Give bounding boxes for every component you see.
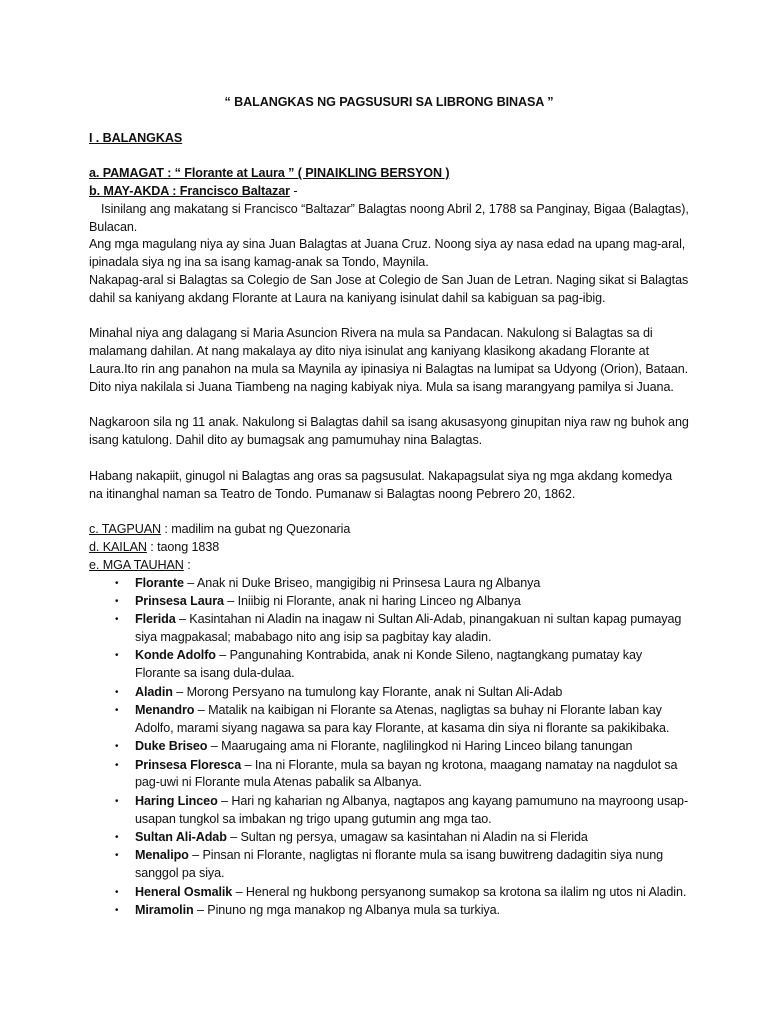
tagpuan-line — [89, 521, 689, 539]
bullet-icon: • — [115, 904, 119, 916]
may-akda-paragraph-6: Habang nakapiit, ginugol ni Balagtas ang oras sa pagsusulat. Nakapagsulat siya ng mga akdang komedya na itinanghal naman sa Teatro de Tondo. Pumanaw si Balagtas noong Pebrero 20, 1862. — [89, 468, 672, 501]
character-list — [89, 575, 689, 920]
may-akda-paragraph-1: Isinilang ang makatang si Francisco “Baltazar” Balagtas noong Abril 2, 1788 sa Panginay, Bigaa (Balagtas), Bulacan. — [89, 201, 689, 234]
character-name: Florante — [135, 575, 184, 590]
kailan-label: d. KAILAN — [89, 539, 147, 554]
character-name: Heneral Osmalik — [135, 884, 233, 899]
character-desc: – Pinsan ni Florante, nagligtas ni florante mula sa isang buwitreng dadagitin siya nung sanggol pa siya. — [135, 848, 664, 881]
bullet-icon: • — [115, 850, 119, 862]
tauhan-suffix: : — [183, 557, 191, 572]
may-akda-paragraph-3: Nakapag-aral si Balagtas sa Colegio de San Jose at Colegio de San Juan de Letran. Naging sikat si Balagtas dahil sa kaniyang akdang Florante at Laura na kaniyang isinulat dahil sa kabiguan sa pag-ibig. — [89, 272, 689, 305]
bullet-icon: • — [115, 686, 119, 698]
character-item — [89, 611, 689, 647]
character-item — [89, 684, 689, 702]
tauhan-label: e. MGA TAUHAN — [89, 557, 184, 572]
character-desc: – Sultan ng persya, umagaw sa kasintahan ni Aladin na si Flerida — [226, 830, 588, 845]
character-name: Haring Linceo — [135, 793, 218, 808]
bullet-icon: • — [115, 759, 119, 771]
bullet-icon: • — [115, 614, 119, 626]
character-item — [89, 575, 689, 593]
character-desc: – Maarugaing ama ni Florante, naglilingkod ni Haring Linceo bilang tanungan — [207, 739, 633, 754]
character-item — [89, 847, 689, 883]
character-desc: – Iniibig ni Florante, anak ni haring Linceo ng Albanya — [223, 593, 521, 608]
character-name: Konde Adolfo — [135, 648, 216, 663]
character-item — [89, 829, 689, 847]
bullet-icon: • — [115, 705, 119, 717]
bullet-icon: • — [115, 650, 119, 662]
bullet-icon: • — [115, 886, 119, 898]
character-name: Prinsesa Laura — [135, 593, 224, 608]
character-item — [89, 647, 689, 683]
tauhan-line — [89, 557, 689, 575]
may-akda-label: b. MAY-AKDA : Francisco Baltazar — [89, 183, 290, 198]
character-item — [89, 902, 689, 920]
character-name: Aladin — [135, 684, 173, 699]
tagpuan-value: : madilim na gubat ng Quezonaria — [161, 522, 351, 537]
character-item — [89, 738, 689, 756]
bullet-icon: • — [115, 741, 119, 753]
bullet-icon: • — [115, 577, 119, 589]
character-desc: – Hari ng kaharian ng Albanya, nagtapos ang kayang pamumuno na mayroong usap-usapan tungkol sa imbakan ng trigo upang gutumin ang mga tao. — [135, 793, 689, 826]
character-desc: – Morong Persyano na tumulong kay Florante, anak ni Sultan Ali-Adab — [172, 684, 563, 699]
pamagat-label: a. PAMAGAT : “ Florante at Laura ” ( PINAIKLING BERSYON ) — [89, 166, 450, 181]
character-name: Duke Briseo — [135, 739, 208, 754]
may-akda-paragraph-4: Minahal niya ang dalagang si Maria Asuncion Rivera na mula sa Pandacan. Nakulong si Balagtas sa di malamang dahilan. At nang makalaya ay dito niya isinulat ang kaniyang klasikong akadang Florante at Laura.Ito rin ang panahon na mula sa Maynila ay ipinasiya ni Balagtas na lumipat sa Udyong (Orion), Bataan. Dito niya nakilala si Juana Tiambeng na naging kabiyak niya. Mula sa isang marangyang pamilya si Juana. — [89, 326, 689, 394]
character-item — [89, 593, 689, 611]
character-item — [89, 757, 689, 793]
character-name: Sultan Ali-Adab — [135, 830, 227, 845]
character-name: Menandro — [135, 703, 195, 718]
document-title: “ BALANGKAS NG PAGSUSURI SA LIBRONG BINASA ” — [224, 95, 554, 109]
character-name: Flerida — [135, 612, 176, 627]
character-desc: – Matalik na kaibigan ni Florante sa Atenas, nagligtas sa buhay ni Florante laban kay Adolfo, marami siyang nagawa sa para kay Florante, at kasama din siya ni florante sa pakikibaka. — [135, 703, 670, 735]
may-akda-paragraph-5: Nagkaroon sila ng 11 anak. Nakulong si Balagtas dahil sa isang akusasyong ginupitan niya raw ng buhok ang isang katulong. Dahil dito ay bumagsak ang pamumuhay nina Balagtas. — [89, 415, 689, 448]
character-desc: – Kasintahan ni Aladin na inagaw ni Sultan Ali-Adab, pinangakuan ni sultan kapag pumayag siya magpakasal; mababago nito ang isip sa pagbitay kay aladin. — [135, 612, 682, 645]
section-heading: I . BALANGKAS — [89, 130, 183, 145]
character-item — [89, 793, 689, 829]
may-akda-line — [89, 183, 689, 201]
bullet-icon: • — [115, 832, 119, 844]
character-desc: – Pangunahing Kontrabida, anak ni Konde Sileno, nagtangkang pumatay kay Florante sa isang dula-dulaa. — [135, 648, 643, 681]
character-name: Miramolin — [135, 902, 194, 917]
character-name: Prinsesa Floresca — [135, 757, 242, 772]
tagpuan-label: c. TAGPUAN — [89, 522, 162, 537]
character-item — [89, 884, 689, 902]
character-name: Menalipo — [135, 848, 189, 863]
bullet-icon: • — [115, 595, 119, 607]
bullet-icon: • — [115, 795, 119, 807]
kailan-line — [89, 539, 689, 557]
may-akda-paragraph-2: Ang mga magulang niya ay sina Juan Balagtas at Juana Cruz. Noong siya ay nasa edad na upang mag-aral, ipinadala siya ng ina sa isang kamag-anak sa Tondo, Maynila. — [89, 237, 686, 270]
character-item — [89, 702, 689, 738]
character-desc: – Heneral ng hukbong persyanong sumakop sa krotona sa ilalim ng utos ni Aladin. — [232, 884, 687, 899]
character-desc: – Pinuno ng mga manakop ng Albanya mula sa turkiya. — [193, 902, 500, 917]
character-desc: – Ina ni Florante, mula sa bayan ng krotona, maagang namatay na nagdulot sa pag-uwi ni Florante mula Atenas pabalik sa Albanya. — [135, 757, 678, 790]
character-desc: – Anak ni Duke Briseo, mangigibig ni Prinsesa Laura ng Albanya — [183, 575, 541, 590]
pamagat-line — [89, 165, 689, 183]
kailan-value: : taong 1838 — [146, 539, 220, 554]
may-akda-suffix: - — [289, 183, 298, 198]
document-page — [89, 94, 689, 920]
